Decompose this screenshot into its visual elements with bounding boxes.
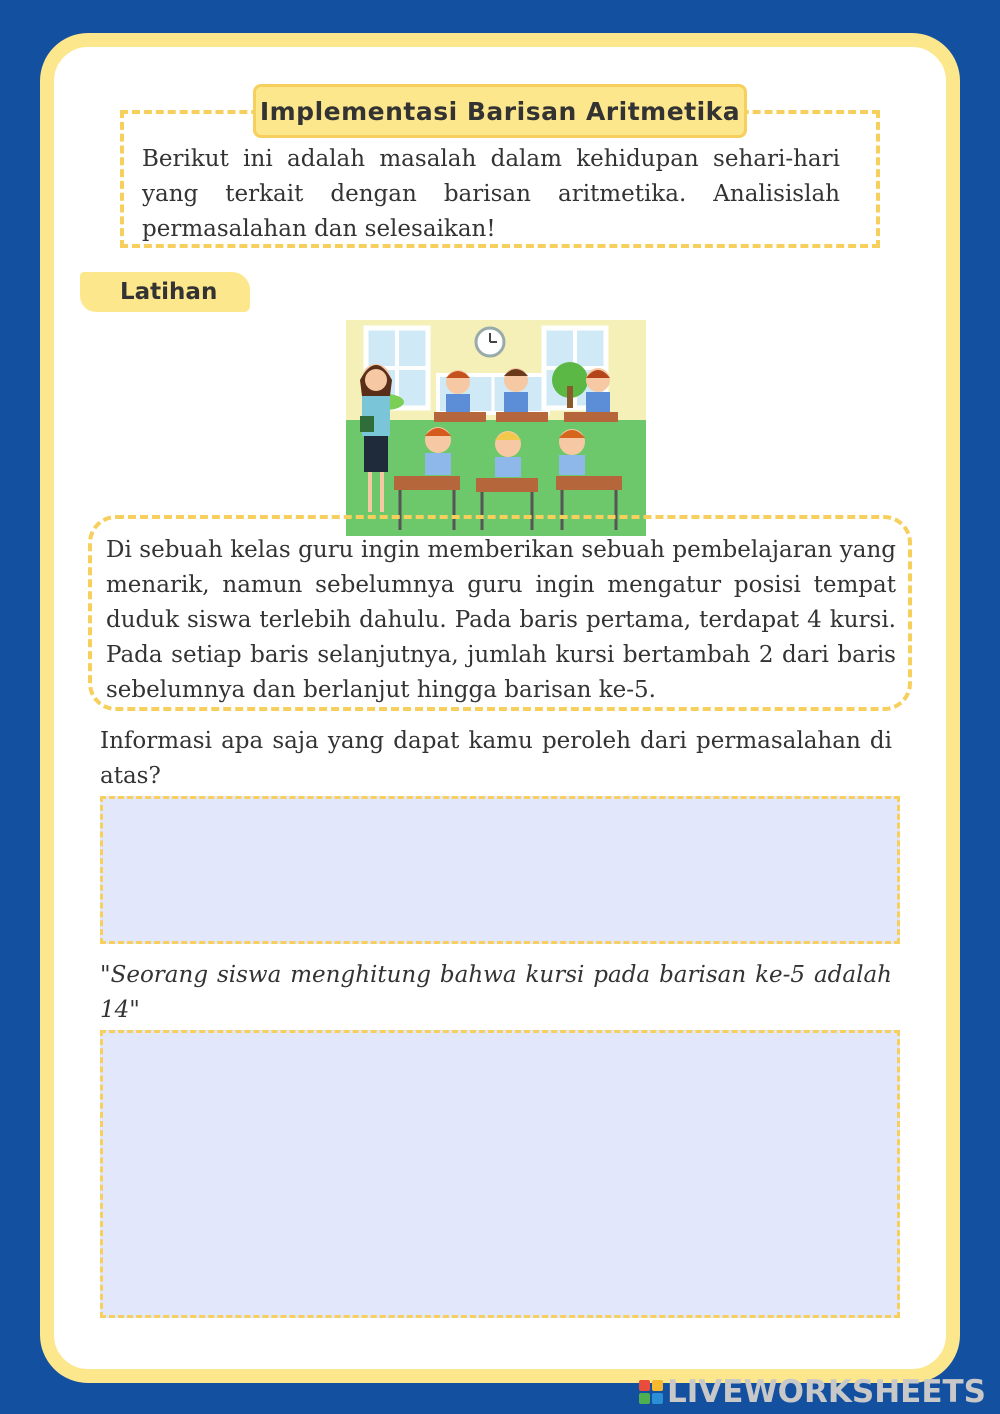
page-title: Implementasi Barisan Aritmetika	[253, 84, 747, 138]
question-2-quote	[100, 958, 892, 1028]
liveworksheets-logo-icon	[639, 1380, 663, 1404]
quote-open: "	[100, 962, 111, 988]
answer-field-1[interactable]	[100, 796, 900, 944]
students-back-row	[434, 368, 618, 422]
quote-text: Seorang siswa menghitung bahwa kursi pada barisan ke-5 adalah 14	[100, 962, 892, 1023]
problem-box	[88, 515, 912, 711]
intro-text: Berikut ini adalah masalah dalam kehidupan sehari-hari yang terkait dengan barisan aritmetika. Analisislah permasalahan dan selesaikan!	[142, 146, 840, 242]
question-1: Informasi apa saja yang dapat kamu peroleh dari permasalahan di atas?	[100, 728, 892, 789]
problem-text: Di sebuah kelas guru ingin memberikan sebuah pembelajaran yang menarik, namun sebelumnya guru ingin mengatur posisi tempat duduk siswa terlebih dahulu. Pada baris pertama, terdapat 4 kursi. Pada setiap baris selanjutnya, jumlah kursi bertambah 2 dari baris sebelumnya dan berlanjut hingga barisan ke-5.	[106, 537, 896, 703]
brand-logo[interactable]	[639, 1374, 986, 1410]
brand-name: LIVEWORKSHEETS	[667, 1374, 986, 1410]
section-label: Latihan	[80, 272, 250, 312]
classroom-illustration	[346, 320, 646, 536]
answer-field-2[interactable]	[100, 1030, 900, 1318]
quote-close: "	[129, 997, 140, 1023]
clock-icon	[476, 328, 504, 356]
